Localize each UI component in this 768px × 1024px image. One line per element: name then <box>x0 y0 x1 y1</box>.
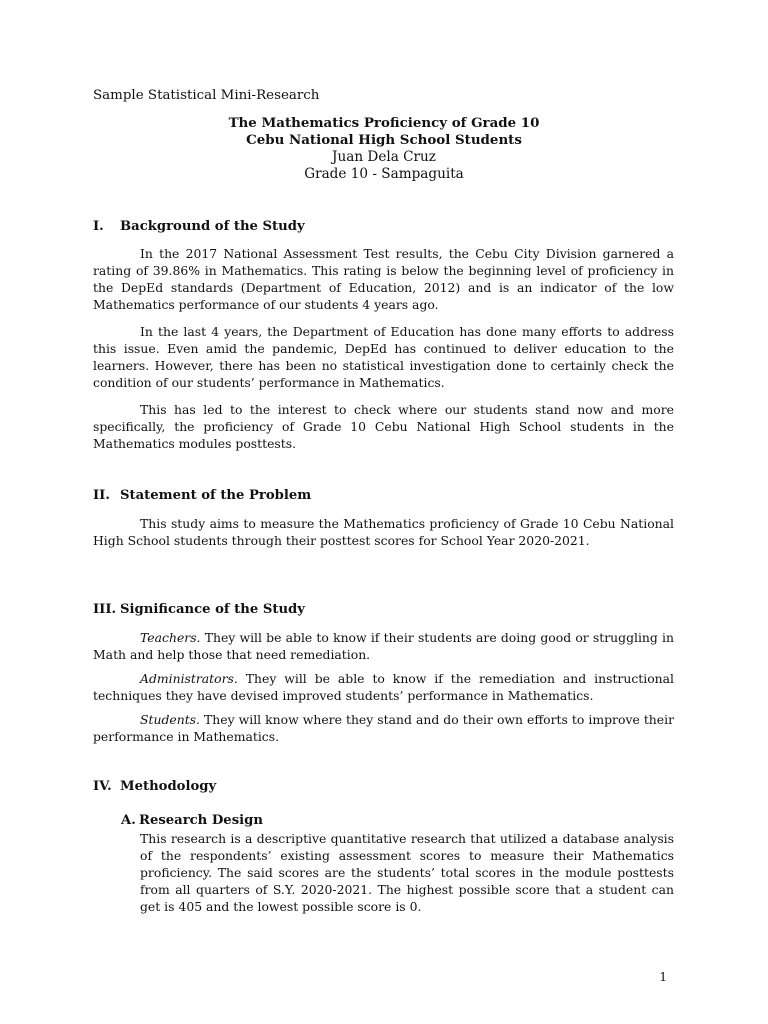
subsection-number: A. <box>121 813 136 828</box>
section-title: Background of the Study <box>120 219 305 234</box>
paragraph-research-design: This research is a descriptive quantitative research that utilized a database analysis of the respondents’ existing assessment scores to measure their Mathematics proficiency. The said scores are the students’ total scores in the module posttests from all quarters of S.Y. 2020-2021. The highest possible score that a student can get is 405 and the lowest possible score is 0. <box>140 831 674 914</box>
section-number: II. <box>93 488 110 503</box>
section-number: IV. <box>93 779 112 794</box>
subsection-heading-research-design <box>121 813 263 828</box>
paragraph: In the last 4 years, the Department of Education has done many efforts to address this issue. Even amid the pandemic, DepEd has continued to deliver education to the learners. However, there has been no statistical investigation done to certainly check the condition of our students’ performance in Mathematics. <box>93 324 674 390</box>
section-heading-background <box>93 219 305 234</box>
students-text: They will know where they stand and do their own efforts to improve their performance in Mathematics. <box>93 712 674 744</box>
page-number: 1 <box>659 970 667 984</box>
section-title: Significance of the Study <box>120 602 305 617</box>
grade-section: Grade 10 - Sampaguita <box>304 166 464 182</box>
section-title: Statement of the Problem <box>120 488 312 503</box>
paragraph: This study aims to measure the Mathematics proficiency of Grade 10 Cebu National High School students through their posttest scores for School Year 2020-2021. <box>93 516 674 548</box>
section-number: III. <box>93 602 117 617</box>
students-label: Students. <box>140 712 200 727</box>
paragraph-teachers <box>93 629 674 663</box>
subsection-title: Research Design <box>139 813 263 828</box>
paragraph-administrators <box>93 670 674 704</box>
section-heading-problem <box>93 488 311 503</box>
section-heading-significance <box>93 602 305 617</box>
author-name: Juan Dela Cruz <box>332 149 436 165</box>
title-block <box>0 115 768 183</box>
title-line-1: The Mathematics Proficiency of Grade 10 <box>228 115 540 131</box>
teachers-text: They will be able to know if their students are doing good or struggling in Math and help those that need remediation. <box>93 630 674 662</box>
title-line-2: Cebu National High School Students <box>246 132 522 148</box>
paragraph-students <box>93 711 674 745</box>
paragraph: This has led to the interest to check where our students stand now and more specifically, the proficiency of Grade 10 Cebu National High School students in the Mathematics modules posttests. <box>93 402 674 451</box>
paragraph: In the 2017 National Assessment Test results, the Cebu City Division garnered a rating of 39.86% in Mathematics. This rating is below the beginning level of proficiency in the DepEd standards (Department of Education, 2012) and is an indicator of the low Mathematics performance of our students 4 years ago. <box>93 246 674 312</box>
header-label: Sample Statistical Mini-Research <box>93 88 320 103</box>
section-title: Methodology <box>120 779 217 794</box>
teachers-label: Teachers. <box>140 630 201 645</box>
administrators-label: Administrators. <box>140 671 238 686</box>
section-heading-methodology <box>93 779 216 794</box>
section-number: I. <box>93 219 104 234</box>
administrators-text: They will be able to know if the remediation and instructional techniques they have devised improved students’ performance in Mathematics. <box>93 671 674 703</box>
